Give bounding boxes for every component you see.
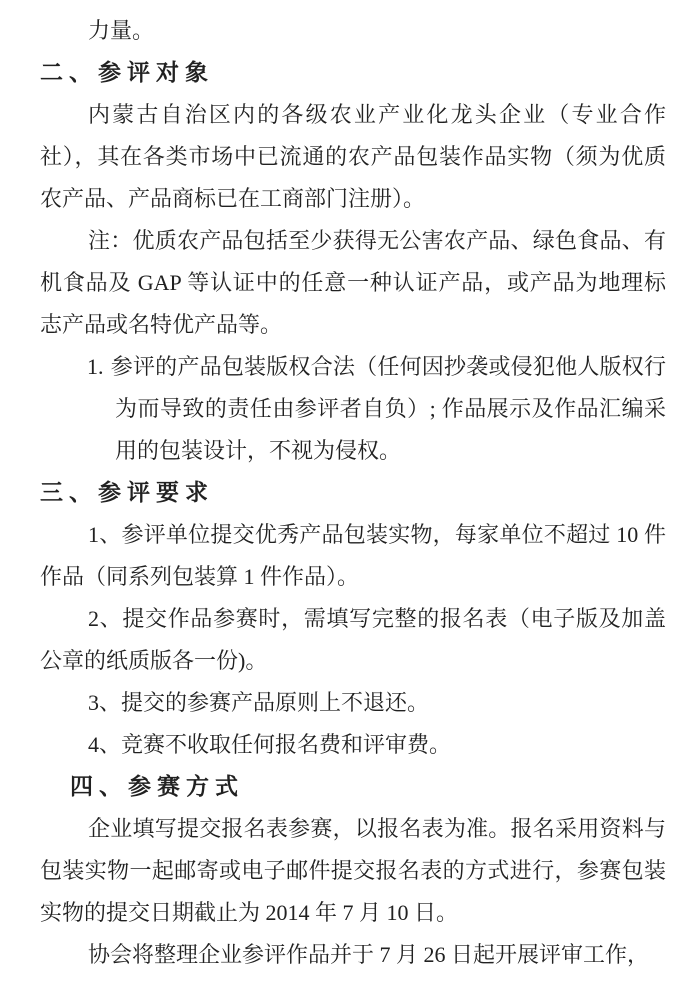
paragraph: 协会将整理企业参评作品并于 7 月 26 日起开展评审工作， bbox=[88, 942, 650, 967]
paragraph: 2、提交作品参赛时，需填写完整的报名表（电子版及加盖公章的纸质版各一份)。 bbox=[40, 606, 666, 673]
section-heading: 四、参赛方式 bbox=[70, 774, 244, 799]
paragraph: 1、参评单位提交优秀产品包装实物，每家单位不超过 10 件作品（同系列包装算 1 件作品）。 bbox=[40, 522, 666, 589]
list-item bbox=[40, 346, 666, 472]
paragraph: 内蒙古自治区内的各级农业产业化龙头企业（专业合作社），其在各类市场中已流通的农产品包装作品实物（须为优质农产品、产品商标已在工商部门注册）。 bbox=[40, 102, 666, 211]
section-heading: 三、参评要求 bbox=[40, 480, 214, 505]
paragraph: 企业填写提交报名表参赛，以报名表为准。报名采用资料与包装实物一起邮寄或电子邮件提交报名表的方式进行，参赛包装实物的提交日期截止为 2014 年 7 月 10 日。 bbox=[40, 816, 666, 925]
list-item-text: 参评的产品包装版权合法（任何因抄袭或侵犯他人版权行为而导致的责任由参评者自负）; 作品展示及作品汇编采用的包装设计，不视为侵权。 bbox=[110, 354, 666, 463]
paragraph: 4、竞赛不收取任何报名费和评审费。 bbox=[88, 732, 452, 757]
section-heading: 二、参评对象 bbox=[40, 60, 214, 85]
paragraph: 力量。 bbox=[88, 18, 155, 43]
paragraph: 注：优质农产品包括至少获得无公害农产品、绿色食品、有机食品及 GAP 等认证中的任意一种认证产品，或产品为地理标志产品或名特优产品等。 bbox=[40, 228, 666, 337]
paragraph: 3、提交的参赛产品原则上不退还。 bbox=[88, 690, 430, 715]
list-item-marker: 1. bbox=[87, 354, 104, 379]
